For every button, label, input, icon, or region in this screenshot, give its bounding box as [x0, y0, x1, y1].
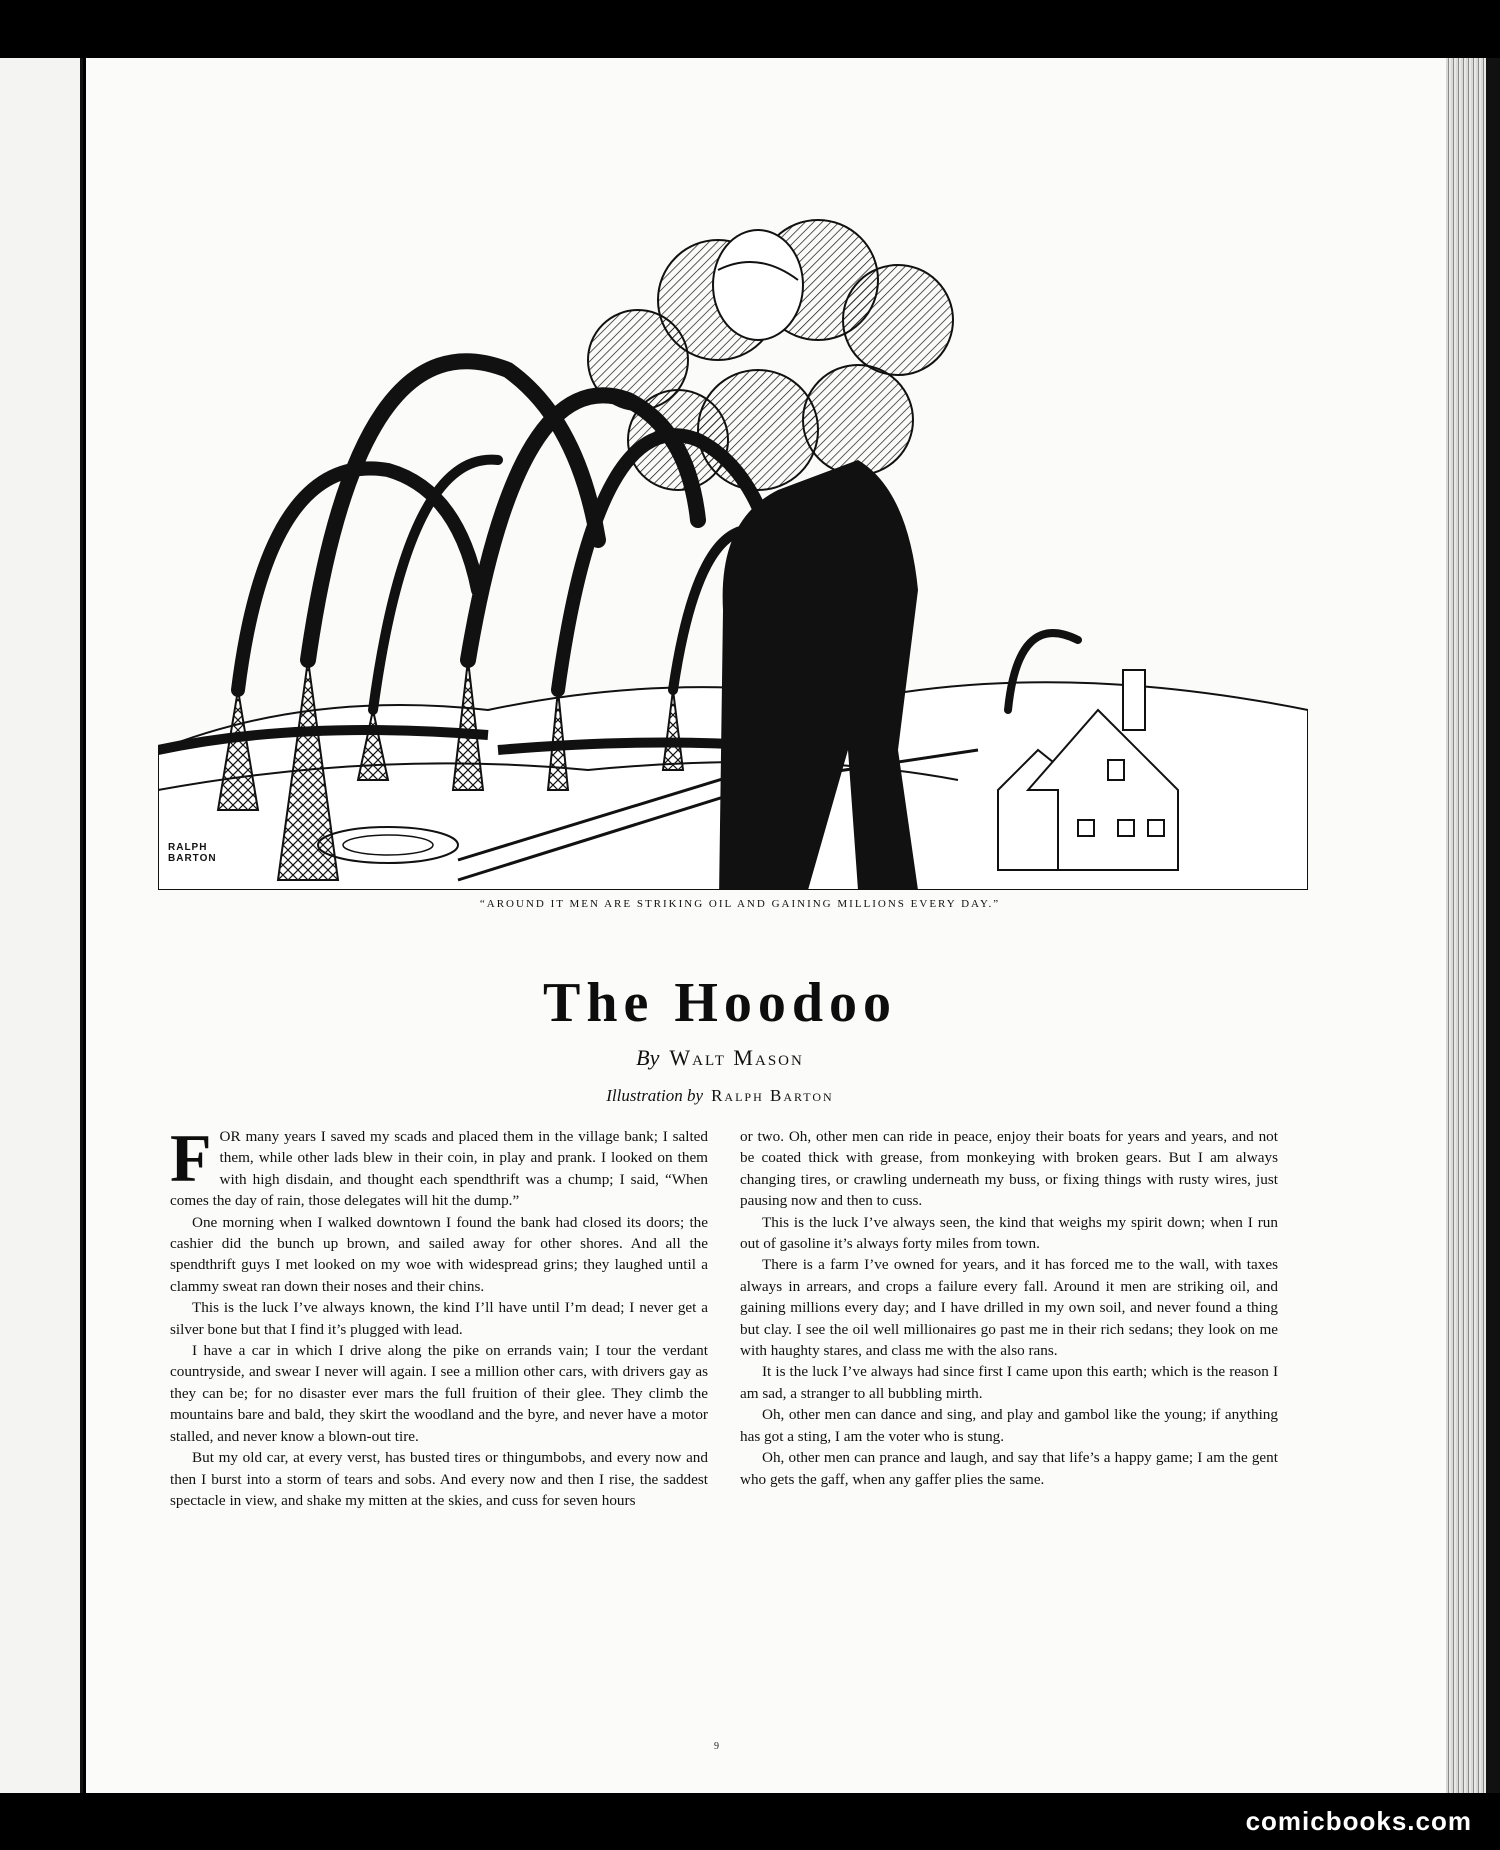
- article-paragraph: This is the luck I’ve always seen, the kind that weighs my spirit down; when I run out of gasoline it’s always forty miles from town.: [740, 1213, 1278, 1253]
- illustrator-name: Ralph Barton: [711, 1086, 834, 1105]
- signature-line-1: RALPH: [168, 842, 208, 853]
- scan-top-border: [0, 0, 1500, 58]
- paragraph-text: many years I saved my scads and placed them in the village bank; I salted them, while other lads blew in their coin, in play and prank. I looked on them with high disdain, and thought each spendthrift was a chump; I said, “When comes the day of rain, those delegates will hit the dump.”: [170, 1128, 708, 1210]
- article-paragraph: or two. Oh, other men can ride in peace, enjoy their boats for years and years, and not be coated thick with grease, from monkeying with broken gears. But I am always changing tires, or crawling underneath my buss, or fixing things with rusty wires, just pausing now and then to cuss.: [740, 1128, 1278, 1210]
- scan-right-border: [1486, 58, 1500, 1793]
- article-paragraph: One morning when I walked downtown I found the bank had closed its doors; the cashier did the bunch up brown, and sailed away for other shores. And all the spendthrift guys I met looked on my woe with widespread grins; they laughed until a clammy sweat ran down their noses and their chins.: [170, 1213, 708, 1295]
- author-name: Walt Mason: [669, 1045, 804, 1070]
- article-paragraph: It is the luck I’ve always had since first I came upon this earth; which is the reason I am sad, a stranger to all bubbling mirth.: [740, 1363, 1278, 1402]
- lead-word: OR: [219, 1128, 241, 1145]
- byline-prefix: By: [636, 1045, 660, 1070]
- site-watermark: comicbooks.com: [1245, 1806, 1472, 1836]
- page-stack-edge: [1446, 58, 1486, 1793]
- byline: [400, 1045, 1040, 1071]
- facing-page-edge: [0, 58, 83, 1793]
- article-paragraph: Oh, other men can dance and sing, and play and gambol like the young; if anything has got a sting, I am the voter who is stung.: [740, 1406, 1278, 1445]
- article-paragraph: Oh, other men can prance and laugh, and say that life’s a happy game; I am the gent who gets the gaff, when any gaffer plies the same.: [740, 1449, 1278, 1488]
- article-title: The Hoodoo: [542, 972, 898, 1034]
- article-paragraph: [170, 1120, 708, 1212]
- signature-line-2: BARTON: [168, 853, 217, 864]
- artist-signature: [168, 842, 217, 864]
- article-paragraph: I have a car in which I drive along the pike on errands vain; I tour the verdant countryside, and swear I never will again. I see a million other cars, with drivers gay as they can be; for no disaster ever mars the full fruition of their glee. They climb the mountains bare and bald, they skirt the woodland and the byre, and never have a motor stalled, and never know a blown-out tire.: [170, 1342, 708, 1445]
- illustration-credit: [400, 1086, 1040, 1106]
- drop-cap: F: [170, 1120, 212, 1196]
- illustration-credit-label: Illustration by: [606, 1086, 704, 1105]
- article-paragraph: But my old car, at every verst, has busted tires or thingumbobs, and every now and then I burst into a storm of tears and sobs. And every now and then I rise, the saddest spectacle in view, and shake my mitten at the skies, and cuss for seven hours: [170, 1449, 708, 1509]
- article-column-left: [170, 1120, 708, 1511]
- article-paragraph: This is the luck I’ve always known, the kind I’ll have until I’m dead; I never get a silver bone but that I find it’s plugged with lead.: [170, 1299, 708, 1338]
- page-number: 9: [714, 1741, 719, 1752]
- article-paragraph: There is a farm I’ve owned for years, and it has forced me to the wall, with taxes always in arrears, and crops a failure every fall. Around it men are striking oil, and gaining millions every day; and I have drilled in my own soil, and never found a thing but clay. I see the oil well millionaires go past me in their rich sedans; they look on me with haughty stares, and class me with the also rans.: [740, 1256, 1278, 1360]
- illustration-caption: “AROUND IT MEN ARE STRIKING OIL AND GAINING MILLIONS EVERY DAY.”: [479, 898, 1001, 910]
- article-column-right: [740, 1126, 1278, 1490]
- cartoon-illustration: [158, 190, 1308, 890]
